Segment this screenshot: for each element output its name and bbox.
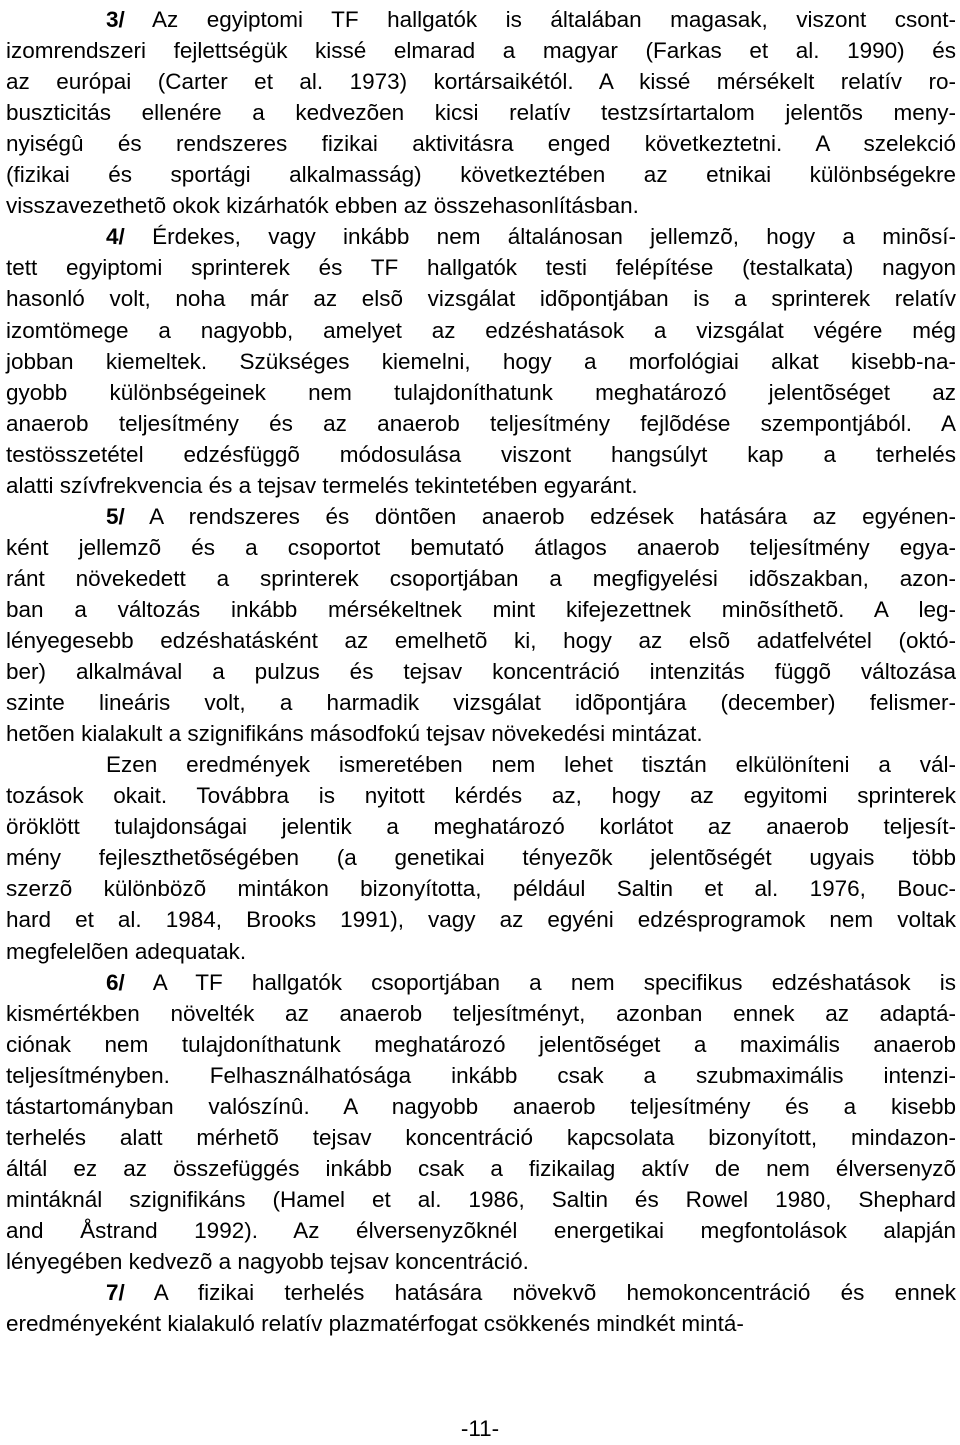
text-line	[6, 998, 956, 1029]
text-line	[6, 625, 956, 656]
text-line	[6, 1060, 956, 1091]
text-line	[6, 439, 956, 470]
line-text: öröklött tulajdonságai jelentik a meghatározó korlátot az anaerob teljesít-	[6, 814, 956, 840]
line-text: A fizikai terhelés hatására növekvõ hemokoncentráció és ennek	[124, 1280, 956, 1306]
line-text: gyobb különbségeinek nem tulajdoníthatunk meghatározó jelentõséget az	[6, 379, 956, 405]
line-text: tett egyiptomi sprinterek és TF hallgatók testi felépítése (testalkata) nagyon	[6, 255, 956, 281]
line-text: kismértékben növelték az anaerob teljesítményt, azonban ennek az adaptá-	[6, 1000, 956, 1026]
text-line	[6, 687, 956, 718]
text-line	[6, 780, 956, 811]
text-line	[6, 749, 956, 780]
text-line	[6, 811, 956, 842]
text-line	[6, 1122, 956, 1153]
text-line	[6, 936, 956, 967]
text-line	[6, 904, 956, 935]
text-line	[6, 159, 956, 190]
line-text: ránt növekedett a sprinterek csoportjában a megfigyelési idõszakban, azon-	[6, 565, 956, 591]
line-text: testösszetétel edzésfüggõ módosulása viszont hangsúlyt kap a terhelés	[6, 441, 956, 467]
paragraph-number: 5/	[106, 503, 125, 529]
text-line	[6, 563, 956, 594]
line-text: Az egyiptomi TF hallgatók is általában magasak, viszont csont-	[124, 7, 956, 32]
text-line	[6, 594, 956, 625]
text-line	[6, 501, 956, 532]
paragraph-number: 6/	[106, 969, 125, 995]
text-line	[6, 470, 956, 501]
text-line	[6, 873, 956, 904]
text-line	[6, 221, 956, 252]
text-line	[6, 4, 956, 35]
text-line	[6, 315, 956, 346]
line-text: jobban kiemeltek. Szükséges kiemelni, hogy a morfológiai alkat kisebb-na-	[6, 348, 956, 374]
text-line	[6, 1029, 956, 1060]
line-text: ciónak nem tulajdoníthatunk meghatározó jelentõséget a maximális anaerob	[6, 1031, 956, 1057]
line-text: (fizikai és sportági alkalmasság) következtében az etnikai különbségekre	[6, 162, 956, 188]
text-line	[6, 190, 956, 221]
line-text: hasonló volt, noha már az elsõ vizsgálat idõpontjában is a sprinterek relatív	[6, 286, 956, 312]
text-line	[6, 97, 956, 128]
line-text: lényegesebb edzéshatásként az emelhetõ ki, hogy az elsõ adatfelvétel (októ-	[6, 628, 956, 653]
line-text: nyiségû és rendszeres fizikai aktivitásra enged következtetni. A szelekció	[6, 131, 956, 157]
line-text: hetõen kialakult a szignifikáns másodfokú tejsav növekedési mintázat.	[6, 721, 703, 747]
text-line	[6, 377, 956, 408]
line-text: az európai (Carter et al. 1973) kortársaikétól. A kissé mérsékelt relatív ro-	[6, 69, 956, 95]
line-text: ber) alkalmával a pulzus és tejsav koncentráció intenzitás függõ változása	[6, 659, 956, 685]
line-text: izomrendszeri fejlettségük kissé elmarad a magyar (Farkas et al. 1990) és	[6, 38, 956, 64]
line-text: terhelés alatt mérhetõ tejsav koncentráció kapcsolata bizonyított, mindazon-	[6, 1124, 956, 1150]
line-text: ként jellemzõ és a csoportot bemutató átlagos anaerob teljesítmény egya-	[6, 534, 956, 560]
line-text: izomtömege a nagyobb, amelyet az edzéshatások a vizsgálat végére még	[6, 317, 956, 343]
line-text: tástartományban valószínû. A nagyobb anaerob teljesítmény és a kisebb	[6, 1093, 956, 1119]
text-line	[6, 66, 956, 97]
line-text: Ezen eredmények ismeretében nem lehet tisztán elkülöníteni a vál-	[106, 752, 956, 778]
line-text: megfelelõen adequatak.	[6, 938, 247, 964]
line-text: buszticitás ellenére a kedvezõen kicsi relatív testzsírtartalom jelentõs meny-	[6, 100, 956, 126]
text-line	[6, 283, 956, 314]
line-text: ban a változás inkább mérsékeltnek mint kifejezettnek minõsíthetõ. A leg-	[6, 596, 956, 622]
line-text: eredményeként kialakuló relatív plazmatérfogat csökkenés mindkét mintá-	[6, 1311, 744, 1337]
line-text: and Åstrand 1992). Az élversenyzõknél energetikai megfontolások alapján	[6, 1217, 956, 1243]
line-text: tozások okait. Továbbra is nyitott kérdés az, hogy az egyitomi sprinterek	[6, 783, 956, 809]
paragraph-number: 4/	[106, 224, 125, 250]
line-text: A TF hallgatók csoportjában a nem specifikus edzéshatások is	[124, 969, 956, 995]
line-text: áltál ez az összefüggés inkább csak a fizikailag aktív de nem élversenyzõ	[6, 1155, 956, 1181]
text-line	[6, 252, 956, 283]
paragraph-number: 3/	[106, 7, 125, 32]
text-line	[6, 1215, 956, 1246]
text-line	[6, 1153, 956, 1184]
text-line	[6, 1184, 956, 1215]
line-text: szerzõ különbözõ mintákon bizonyította, például Saltin et al. 1976, Bouc-	[6, 876, 956, 902]
page-number: -11-	[460, 1416, 500, 1441]
text-line	[6, 35, 956, 66]
paragraph-number: 7/	[106, 1280, 125, 1306]
line-text: mintáknál szignifikáns (Hamel et al. 1986, Saltin és Rowel 1980, Shephard	[6, 1186, 956, 1212]
text-line	[6, 532, 956, 563]
text-line	[6, 346, 956, 377]
text-line	[6, 718, 956, 749]
text-line	[6, 408, 956, 439]
text-line	[6, 967, 956, 998]
line-text: szinte lineáris volt, a harmadik vizsgálat idõpontjára (december) felismer-	[6, 690, 956, 716]
line-text: alatti szívfrekvencia és a tejsav termelés tekintetében egyaránt.	[6, 472, 638, 498]
text-line	[6, 842, 956, 873]
text-line	[6, 656, 956, 687]
line-text: visszavezethetõ okok kizárhatók ebben az összehasonlításban.	[6, 193, 639, 219]
line-text: hard et al. 1984, Brooks 1991), vagy az egyéni edzésprogramok nem voltak	[6, 907, 956, 933]
line-text: lényegében kedvezõ a nagyobb tejsav koncentráció.	[6, 1249, 529, 1274]
line-text: Érdekes, vagy inkább nem általánosan jellemzõ, hogy a minõsí-	[124, 224, 956, 250]
text-line	[6, 1246, 956, 1277]
text-line	[6, 1308, 956, 1339]
line-text: teljesítményben. Felhasználhatósága inkább csak a szubmaximális intenzi-	[6, 1062, 956, 1088]
text-line	[6, 1277, 956, 1308]
line-text: A rendszeres és döntõen anaerob edzések hatására az egyénen-	[124, 503, 956, 529]
line-text: mény fejleszthetõségében (a genetikai tényezõk jelentõségét ugyais több	[6, 845, 956, 871]
line-text: anaerob teljesítmény és az anaerob teljesítmény fejlõdése szempontjából. A	[6, 410, 956, 436]
text-line	[6, 1091, 956, 1122]
text-line	[6, 128, 956, 159]
